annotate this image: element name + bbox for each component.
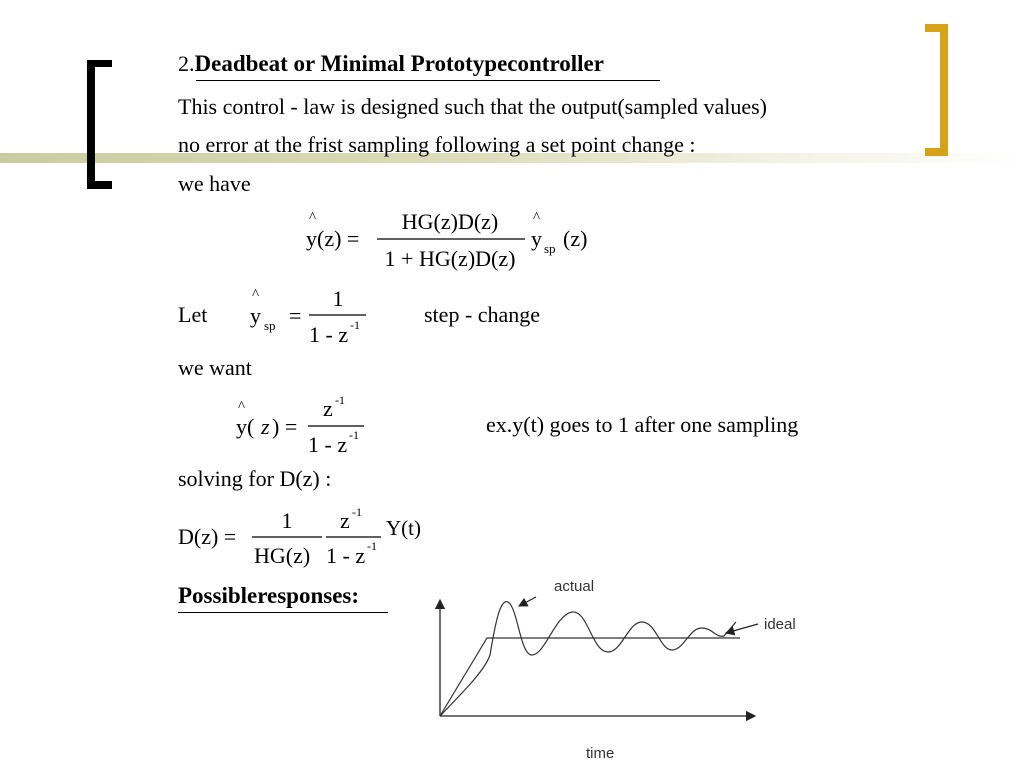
want-num-exp: -1 <box>335 393 345 407</box>
equation-controller <box>176 502 446 574</box>
title-underline <box>196 80 660 81</box>
want-hat: ^ <box>238 399 246 415</box>
title-prefix: 2. <box>178 51 195 76</box>
equation-desired-output <box>228 392 378 458</box>
intro-line-2: no error at the frist sampling following a set point change : <box>178 132 696 157</box>
want-note: ex.y(t) goes to 1 after one sampling <box>486 412 799 437</box>
let-eq: = <box>289 303 302 328</box>
eq1-rhs-z: (z) <box>563 226 588 251</box>
intro-line-1: This control - law is designed such that the output(sampled values) <box>178 94 767 119</box>
step-change-note: step - change <box>424 302 541 327</box>
let-numerator: 1 <box>332 286 344 311</box>
possible-responses-label: Possibleresponses: <box>178 583 360 608</box>
we-want-label: we want <box>178 355 252 380</box>
let-den-exp: -1 <box>350 318 360 332</box>
slide-title <box>178 52 604 75</box>
response-graph <box>420 570 820 768</box>
let-label: Let <box>178 302 208 327</box>
time-axis-label: time <box>586 745 615 762</box>
actual-label: actual <box>554 578 595 595</box>
left-bracket-icon <box>86 60 116 190</box>
title-text: Deadbeat or Minimal Prototypecontroller <box>194 51 604 76</box>
solve-yt: Y(t) <box>386 516 421 540</box>
eq1-lhs: y(z) = <box>306 226 360 251</box>
want-den-exp: -1 <box>349 428 359 442</box>
equation-closed-loop <box>300 205 620 275</box>
eq1-hat: ^ <box>309 210 317 226</box>
ideal-label: ideal <box>764 616 796 633</box>
eq1-rhs-hat: ^ <box>533 210 541 226</box>
want-lhs-y: y( <box>236 414 255 439</box>
want-lhs-z: z <box>261 414 270 439</box>
right-bracket-icon <box>922 24 952 156</box>
solve-frac2-den-base: 1 - z <box>326 543 366 568</box>
solve-frac1-num: 1 <box>281 508 293 533</box>
eq1-rhs-y: y <box>531 226 542 251</box>
equation-step-setpoint <box>240 282 380 346</box>
let-y: y <box>250 303 261 328</box>
actual-pointer-arrow <box>519 597 536 606</box>
eq1-rhs-sub: sp <box>544 241 556 256</box>
let-den-base: 1 - z <box>309 322 349 346</box>
solve-lhs: D(z) = <box>178 524 237 549</box>
want-lhs-close: ) = <box>272 414 298 439</box>
let-sub: sp <box>264 318 276 333</box>
ideal-curve <box>440 638 740 716</box>
let-hat: ^ <box>252 287 260 303</box>
intro-line-3: we have <box>178 171 251 196</box>
want-den-base: 1 - z <box>308 432 348 457</box>
solve-frac2-den-exp: -1 <box>367 539 377 553</box>
eq1-denominator: 1 + HG(z)D(z) <box>384 246 516 271</box>
responses-underline <box>178 612 388 613</box>
want-num-base: z <box>323 396 333 421</box>
eq1-numerator: HG(z)D(z) <box>401 209 499 234</box>
solve-frac2-num-exp: -1 <box>352 505 362 519</box>
solving-label: solving for D(z) : <box>178 466 332 491</box>
solve-frac1-den: HG(z) <box>254 543 311 568</box>
actual-curve <box>440 602 736 716</box>
solve-frac2-num-base: z <box>340 508 350 533</box>
